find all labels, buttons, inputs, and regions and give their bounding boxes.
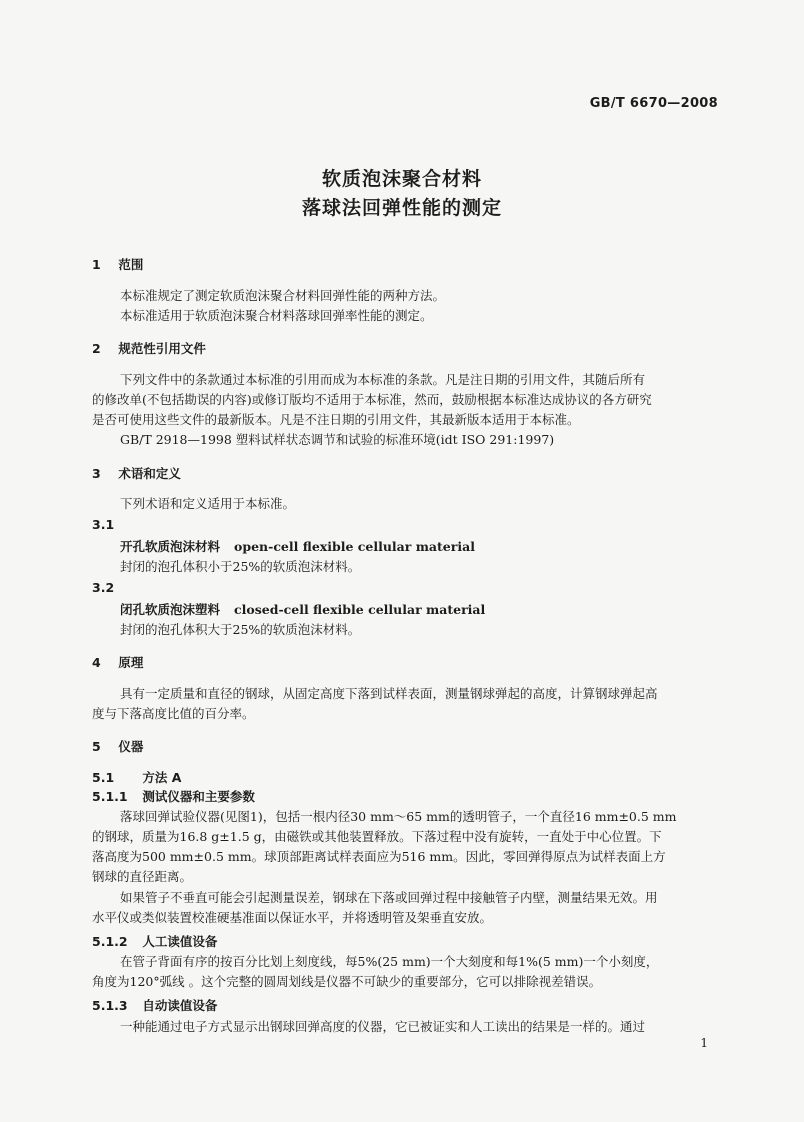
- subsection-heading-auto-reading: [92, 996, 217, 1014]
- paragraph-line: 的修改单(不包括勘误的内容)或修订版均不适用于本标准，然而，鼓励根据本标准达成协议的各方研究: [92, 392, 652, 407]
- section-title: 原理: [118, 655, 144, 670]
- section-heading-terms: [92, 464, 181, 482]
- document-title-line1: 软质泡沫聚合材料: [321, 168, 482, 190]
- paragraph-line: 水平仪或类似装置校准硬基准面以保证水平，并将透明管及架垂直安放。: [92, 910, 493, 925]
- term-english: closed-cell flexible cellular material: [234, 602, 486, 617]
- paragraph-line: 下列文件中的条款通过本标准的引用而成为本标准的条款。凡是注日期的引用文件，其随后所有: [120, 372, 646, 387]
- section-title: 人工读值设备: [142, 934, 218, 949]
- section-title: 测试仪器和主要参数: [142, 789, 255, 804]
- standard-code: GB/T 6670—2008: [589, 96, 718, 111]
- paragraph-line: 角度为120°弧线 。这个完整的圆周划线是仪器不可缺少的重要部分，它可以排除视差错误。: [92, 974, 602, 989]
- paragraph-line: 一种能通过电子方式显示出钢球回弹高度的仪器，它已被证实和人工读出的结果是一样的。通过: [120, 1019, 646, 1034]
- paragraph-line: 具有一定质量和直径的钢球，从固定高度下落到试样表面，测量钢球弹起的高度，计算钢球弹起高: [120, 686, 658, 701]
- section-number: 4: [92, 655, 101, 670]
- section-number: 5.1.3: [92, 998, 128, 1013]
- paragraph: 本标准适用于软质泡沫聚合材料落球回弹率性能的测定。: [120, 308, 433, 323]
- section-title: 自动读值设备: [142, 998, 218, 1013]
- term-entry: [120, 537, 475, 555]
- paragraph: 下列术语和定义适用于本标准。: [120, 496, 296, 511]
- term-english: open-cell flexible cellular material: [234, 539, 475, 554]
- paragraph-line: 落高度为500 mm±0.5 mm。球顶部距离试样表面应为516 mm。因此，零回弹得原点为试样表面上方: [92, 849, 666, 864]
- section-number: 5: [92, 739, 101, 754]
- section-number: 5.1.1: [92, 789, 128, 804]
- section-number: 5.1.2: [92, 934, 128, 949]
- subsection-heading-method-a: [92, 768, 181, 786]
- term-chinese: 闭孔软质泡沫塑料: [120, 602, 221, 617]
- paragraph-line: 如果管子不垂直可能会引起测量误差，钢球在下落或回弹过程中接触管子内壁，测量结果无效。用: [120, 890, 658, 905]
- term-definition: 封闭的泡孔体积大于25%的软质泡沫材料。: [120, 622, 361, 637]
- section-number: 1: [92, 257, 101, 272]
- paragraph: 本标准规定了测定软质泡沫聚合材料回弹性能的两种方法。: [120, 288, 446, 303]
- section-number: 2: [92, 341, 101, 356]
- term-definition: 封闭的泡孔体积小于25%的软质泡沫材料。: [120, 559, 361, 574]
- section-title: 术语和定义: [118, 466, 181, 481]
- section-title: 范围: [118, 257, 144, 272]
- paragraph-line: 钢球的直径距离。: [92, 869, 193, 884]
- paragraph-line: 是否可使用这些文件的最新版本。凡是不注日期的引用文件，其最新版本适用于本标准。: [92, 412, 580, 427]
- paragraph-line: 的钢球，质量为16.8 g±1.5 g，由磁铁或其他装置释放。下落过程中没有旋转，一直处于中心位置。下: [92, 829, 662, 844]
- section-heading-scope: [92, 255, 143, 273]
- subsection-heading-manual-reading: [92, 932, 217, 950]
- section-heading-principle: [92, 653, 143, 671]
- section-number: 5.1: [92, 770, 115, 785]
- section-number: 3: [92, 466, 101, 481]
- section-heading-normative-references: [92, 339, 206, 357]
- term-entry: [120, 600, 485, 618]
- term-number: 3.2: [92, 580, 115, 595]
- paragraph-line: 在管子背面有序的按百分比划上刻度线，每5%(25 mm)一个大刻度和每1%(5 mm)一个小刻度，: [120, 954, 659, 969]
- reference-entry: GB/T 2918—1998 塑料试样状态调节和试验的标准环境(idt ISO 291:1997): [120, 432, 555, 447]
- term-number: 3.1: [92, 517, 115, 532]
- section-title: 仪器: [118, 739, 144, 754]
- subsection-heading-instrument: [92, 787, 255, 805]
- term-chinese: 开孔软质泡沫材料: [120, 539, 221, 554]
- section-title: 方法 A: [142, 770, 182, 785]
- page-number: 1: [700, 1036, 708, 1050]
- document-title-line2: 落球法回弹性能的测定: [301, 197, 502, 219]
- section-title: 规范性引用文件: [118, 341, 206, 356]
- paragraph-line: 度与下落高度比值的百分率。: [92, 706, 255, 721]
- paragraph-line: 落球回弹试验仪器(见图1)，包括一根内径30 mm～65 mm的透明管子，一个直径16 mm±0.5 mm: [120, 809, 677, 824]
- section-heading-apparatus: [92, 737, 143, 755]
